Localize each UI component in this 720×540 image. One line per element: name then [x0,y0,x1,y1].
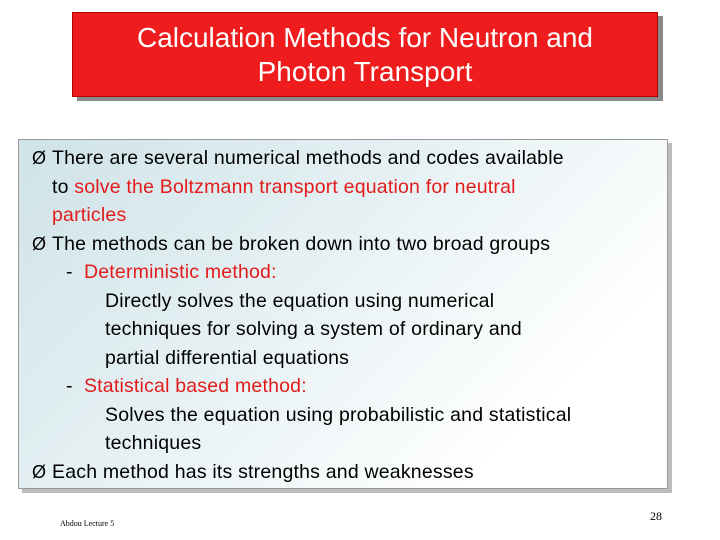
title-line-2: Photon Transport [257,55,473,87]
statistical-desc-1: Solves the equation using probabilistic and statistical [105,403,572,426]
footer-lecture-label: Abdou Lecture 5 [60,519,115,528]
sub-item-statistical: - Statistical based method: [66,375,307,397]
deterministic-desc-2: techniques for solving a system of ordinary and [105,318,522,340]
deterministic-desc-1: Directly solves the equation using numerical [105,289,495,312]
bullet-line-3: particles [52,204,127,226]
bullet-line-1: Ø There are several numerical methods and codes available [32,144,672,173]
page-number: 28 [650,509,662,523]
deterministic-desc-3: partial differential equations [105,346,350,369]
bullet-line-4: Ø The methods can be broken down into two broad groups [32,230,672,259]
arrow-bullet-icon: Ø [32,461,47,482]
bullet-line-2: to solve the Boltzmann transport equation for neutral [52,175,516,198]
title-line-1: Calculation Methods for Neutron and [136,21,594,53]
statistical-desc-2: techniques [105,432,202,454]
content-text [32,144,672,486]
slide-title [72,12,658,97]
arrow-bullet-icon: Ø [32,148,47,168]
bullet-line-5: Ø Each method has its strengths and weaknesses [32,458,672,487]
sub-item-deterministic: - Deterministic method: [66,261,277,283]
arrow-bullet-icon: Ø [32,233,47,254]
